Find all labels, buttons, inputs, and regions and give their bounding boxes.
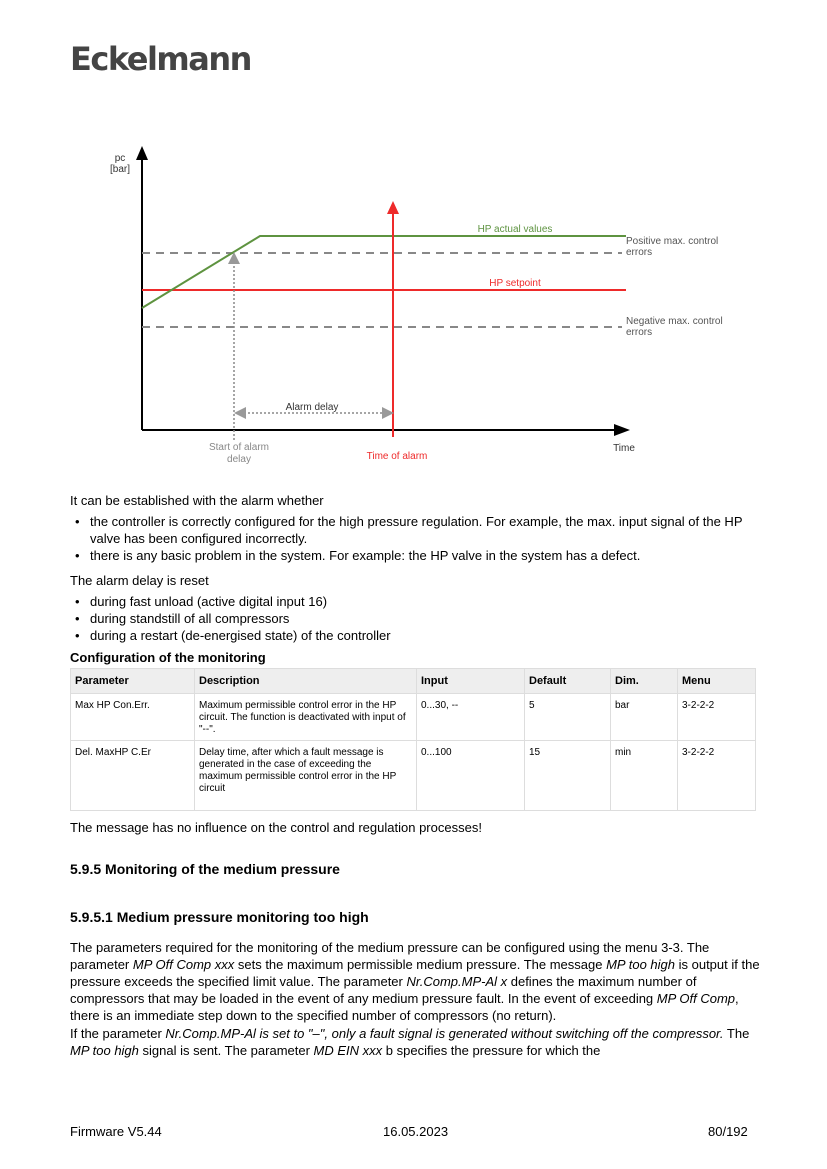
para1-t3: is output if the pressure exceeds the specified limit value. The parameter	[70, 957, 760, 989]
list-item: • during standstill of all compressors	[70, 610, 760, 627]
para1-i1: MP Off Comp xxx	[132, 957, 235, 972]
para1-t5: , there is an immediate step down to the specified number of compressors (no return).	[70, 991, 739, 1023]
positive-label-2: errors	[626, 247, 653, 258]
para1-i3: Nr.Comp.MP-Al x	[406, 974, 508, 989]
list-item: • during a restart (de-energised state) of the controller	[70, 627, 760, 644]
para2-i2: MP too high	[70, 1043, 139, 1058]
para2-t1: If the parameter	[70, 1026, 166, 1041]
paragraph-mp-parameters	[70, 939, 760, 1024]
list-item: • the controller is correctly configured for the high pressure regulation. For example, the max. input signal of the HP valve has been configured incorrectly.	[70, 513, 760, 547]
cell-description: Delay time, after which a fault message is generated in the case of exceeding the maximum permissible control error in the HP circuit	[195, 741, 417, 811]
col-dim: Dim.	[611, 669, 678, 694]
table-row	[71, 741, 756, 811]
bullet-list-2	[70, 593, 760, 644]
cell-dim: min	[611, 741, 678, 811]
y-label-bar: [bar]	[109, 164, 131, 175]
table-header-row	[71, 669, 756, 694]
paragraph-mp-fault	[70, 1025, 760, 1059]
col-menu: Menu	[678, 669, 756, 694]
time-label: Time	[613, 443, 635, 454]
para1-t4: defines the maximum number of compressors that may be loaded in the event of any medium pressure fault. In the event of exceeding	[70, 974, 697, 1006]
start-label-1: Start of alarm	[208, 442, 270, 453]
negative-label-2: errors	[626, 327, 653, 338]
start-label-2: delay	[227, 454, 251, 465]
para1-t1: The parameters required for the monitoring of the medium pressure can be configured using the menu 3-3. The parameter	[70, 940, 710, 972]
intro-text: It can be established with the alarm whether	[70, 493, 324, 508]
y-axis-arrow	[136, 146, 148, 160]
cell-parameter: Del. MaxHP C.Er	[71, 741, 195, 811]
alarm-delay-left-arrow	[234, 407, 246, 419]
list-item: • during fast unload (active digital input 16)	[70, 593, 760, 610]
config-heading: Configuration of the monitoring	[70, 650, 266, 665]
table-row	[71, 694, 756, 741]
cell-description: Maximum permissible control error in the HP circuit. The function is deactivated with input of "--".	[195, 694, 417, 741]
para2-i3: MD EIN xxx	[313, 1043, 383, 1058]
message-note: The message has no influence on the control and regulation processes!	[70, 820, 482, 835]
eckelmann-logo: Eckelmann	[70, 40, 251, 78]
alarm-delay-label: Alarm delay	[285, 402, 339, 413]
control-error-diagram	[0, 0, 827, 480]
footer-page: 80/192	[708, 1124, 748, 1139]
cell-parameter: Max HP Con.Err.	[71, 694, 195, 741]
positive-label-1: Positive max. control	[626, 236, 719, 247]
section-5-9-5-1-heading: 5.9.5.1 Medium pressure monitoring too high	[70, 909, 369, 925]
col-default: Default	[525, 669, 611, 694]
cell-default: 15	[525, 741, 611, 811]
bullet-list-1	[70, 513, 760, 564]
para2-t4: b specifies the pressure for which the	[382, 1043, 601, 1058]
cell-menu: 3-2-2-2	[678, 694, 756, 741]
footer-date: 16.05.2023	[383, 1124, 449, 1139]
col-input: Input	[417, 669, 525, 694]
col-description: Description	[195, 669, 417, 694]
para2-t3: signal is sent. The parameter	[138, 1043, 314, 1058]
para1-i2: MP too high	[606, 957, 675, 972]
negative-label-1: Negative max. control	[626, 316, 723, 327]
cell-default: 5	[525, 694, 611, 741]
time-of-alarm-label: Time of alarm	[366, 451, 428, 462]
footer-firmware: Firmware V5.44	[70, 1124, 162, 1139]
cell-input: 0...100	[417, 741, 525, 811]
cell-input: 0...30, --	[417, 694, 525, 741]
hp-actual-line	[142, 236, 626, 308]
x-axis-arrow	[614, 424, 630, 436]
list-item: • there is any basic problem in the system. For example: the HP valve in the system has a defect.	[70, 547, 760, 564]
para1-t2: sets the maximum permissible medium pressure. The message	[234, 957, 607, 972]
y-label-pc: pc	[114, 153, 126, 164]
para1-i4: MP Off Comp	[656, 991, 736, 1006]
parameter-table	[70, 668, 756, 811]
cell-menu: 3-2-2-2	[678, 741, 756, 811]
hp-actual-label: HP actual values	[477, 224, 553, 235]
hp-setpoint-label: HP setpoint	[489, 278, 541, 289]
time-of-alarm-arrow	[387, 201, 399, 214]
cell-dim: bar	[611, 694, 678, 741]
reset-intro: The alarm delay is reset	[70, 573, 209, 588]
col-parameter: Parameter	[71, 669, 195, 694]
section-5-9-5-heading: 5.9.5 Monitoring of the medium pressure	[70, 861, 340, 877]
para2-t2: The	[723, 1026, 750, 1041]
para2-i1: Nr.Comp.MP-Al is set to "–", only a fault signal is generated without switching off the compressor.	[165, 1026, 724, 1041]
